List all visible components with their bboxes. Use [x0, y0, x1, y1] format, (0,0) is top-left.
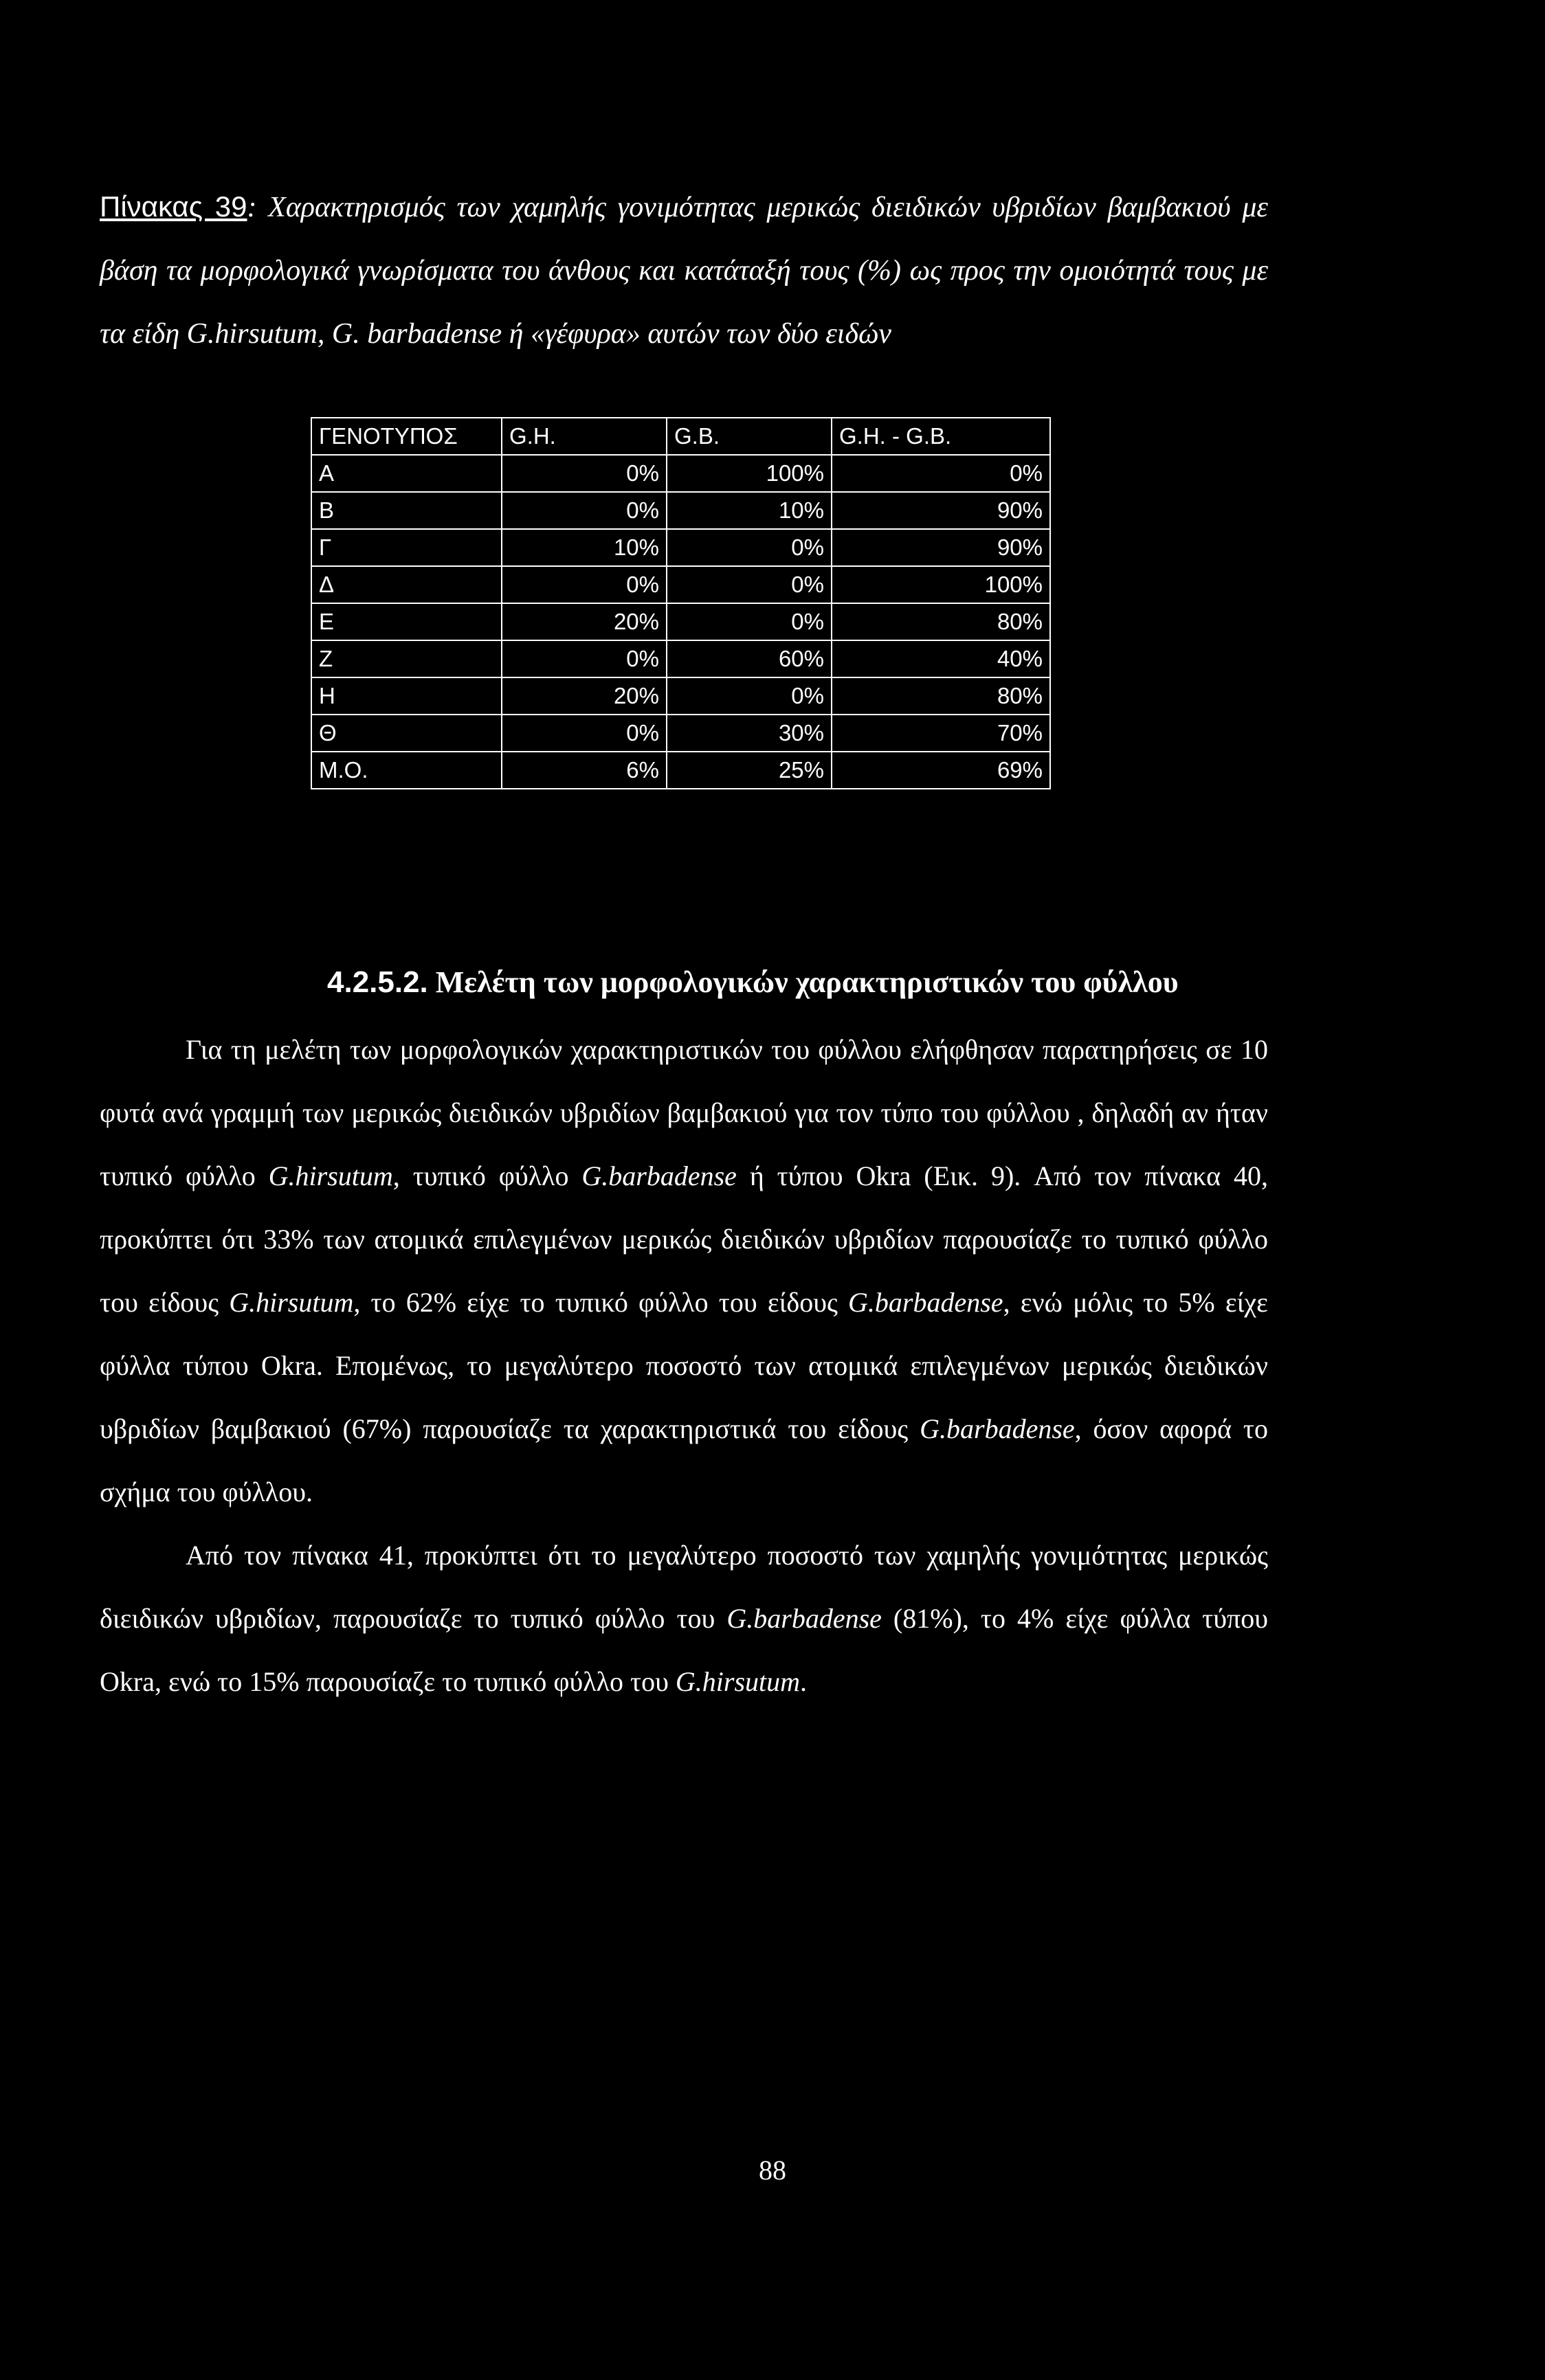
table-row — [311, 715, 1050, 752]
cell-genotype: Θ — [311, 715, 502, 752]
cell-gh-gb: 0% — [832, 455, 1050, 492]
table-row — [311, 603, 1050, 640]
cell-gb: 25% — [667, 752, 832, 789]
cell-genotype: Δ — [311, 566, 502, 603]
caption-text: : Χαρακτηρισμός των χαμηλής γονιμότητας μερικώς διειδικών υβριδίων βαμβακιού με βάση τα μορφολογικά γνωρίσματα του άνθους και κατάταξή τους (%) ως προς την ομοιότητά τους με τα είδη — [100, 192, 1268, 350]
table-caption — [100, 175, 1268, 366]
caption-species-2: G. barbadense — [331, 318, 502, 350]
table-row — [311, 566, 1050, 603]
caption-species-1: G.hirsutum, — [186, 318, 325, 350]
cell-gh: 0% — [502, 566, 667, 603]
cell-gh-gb: 90% — [832, 492, 1050, 529]
section-number: 4.2.5.2. — [327, 965, 428, 999]
genotype-table — [311, 417, 1051, 789]
table-row — [311, 529, 1050, 566]
table-label: Πίνακας 39 — [100, 190, 247, 223]
cell-gh: 20% — [502, 677, 667, 715]
cell-gb: 0% — [667, 677, 832, 715]
cell-gh: 0% — [502, 640, 667, 677]
paragraph-1: Για τη μελέτη των μορφολογικών χαρακτηριστικών του φύλλου ελήφθησαν παρατηρήσεις σε 10 φυτά ανά γραμμή των μερικώς διειδικών υβριδίων βαμβακιού για τον τύπο του φύλλου , δηλαδή αν ήταν τυπικό φύλλο G.hirsutum, τυπικό φύλλο G.barbadense ή τύπου Okra (Εικ. 9). Από τον πίνακα 40, προκύπτει ότι 33% των ατομικά επιλεγμένων μερικώς διειδικών υβριδίων παρουσίαζε το τυπικό φύλλο του είδους G.hirsutum, το 62% είχε το τυπικό φύλλο του είδους G.barbadense, ενώ μόλις το 5% είχε φύλλα τύπου Okra. Επομένως, το μεγαλύτερο ποσοστό των ατομικά επιλεγμένων μερικώς διειδικών υβριδίων βαμβακιού (67%) παρουσίαζε τα χαρακτηριστικά του είδους G.barbadense, όσον αφορά το σχήμα του φύλλου. — [100, 1034, 1269, 1507]
cell-genotype: Β — [311, 492, 502, 529]
cell-genotype: Η — [311, 677, 502, 715]
cell-gh: 0% — [502, 455, 667, 492]
cell-gh: 6% — [502, 752, 667, 789]
cell-gb: 10% — [667, 492, 832, 529]
paragraph-2: Από τον πίνακα 41, προκύπτει ότι το μεγαλύτερο ποσοστό των χαμηλής γονιμότητας μερικώς διειδικών υβριδίων, παρουσίαζε το τυπικό φύλλο του G.barbadense (81%), το 4% είχε φύλλα τύπου Okra, ενώ το 15% παρουσίαζε το τυπικό φύλλο του G.hirsutum. — [100, 1540, 1269, 1697]
header-gb: G.B. — [667, 418, 832, 455]
cell-gb: 30% — [667, 715, 832, 752]
cell-gb: 100% — [667, 455, 832, 492]
cell-genotype: Α — [311, 455, 502, 492]
cell-genotype: Γ — [311, 529, 502, 566]
cell-gh: 0% — [502, 492, 667, 529]
cell-genotype: Ζ — [311, 640, 502, 677]
cell-gb: 60% — [667, 640, 832, 677]
cell-gh-gb: 80% — [832, 603, 1050, 640]
cell-gb: 0% — [667, 603, 832, 640]
table-header-row — [311, 418, 1050, 455]
header-genotype: ΓΕΝΟΤΥΠΟΣ — [311, 418, 502, 455]
cell-gh-gb: 80% — [832, 677, 1050, 715]
cell-gh: 10% — [502, 529, 667, 566]
table-row-average — [311, 752, 1050, 789]
table-row — [311, 677, 1050, 715]
cell-genotype: Μ.Ο. — [311, 752, 502, 789]
header-gh: G.H. — [502, 418, 667, 455]
table-row — [311, 640, 1050, 677]
cell-gh-gb: 69% — [832, 752, 1050, 789]
cell-gh-gb: 70% — [832, 715, 1050, 752]
section-title: Μελέτη των μορφολογικών χαρακτηριστικών του φύλλου — [435, 965, 1179, 999]
cell-gh: 20% — [502, 603, 667, 640]
section-heading — [327, 965, 1179, 1000]
cell-gh-gb: 100% — [832, 566, 1050, 603]
cell-gh-gb: 40% — [832, 640, 1050, 677]
header-gh-gb: G.H. - G.B. — [832, 418, 1050, 455]
body-text — [100, 1018, 1268, 1714]
cell-gb: 0% — [667, 566, 832, 603]
caption-end: ή «γέφυρα» αυτών των δύο ειδών — [502, 318, 891, 350]
table-row — [311, 455, 1050, 492]
cell-genotype: Ε — [311, 603, 502, 640]
table-row — [311, 492, 1050, 529]
cell-gh: 0% — [502, 715, 667, 752]
cell-gb: 0% — [667, 529, 832, 566]
page-number: 88 — [759, 2155, 786, 2186]
cell-gh-gb: 90% — [832, 529, 1050, 566]
